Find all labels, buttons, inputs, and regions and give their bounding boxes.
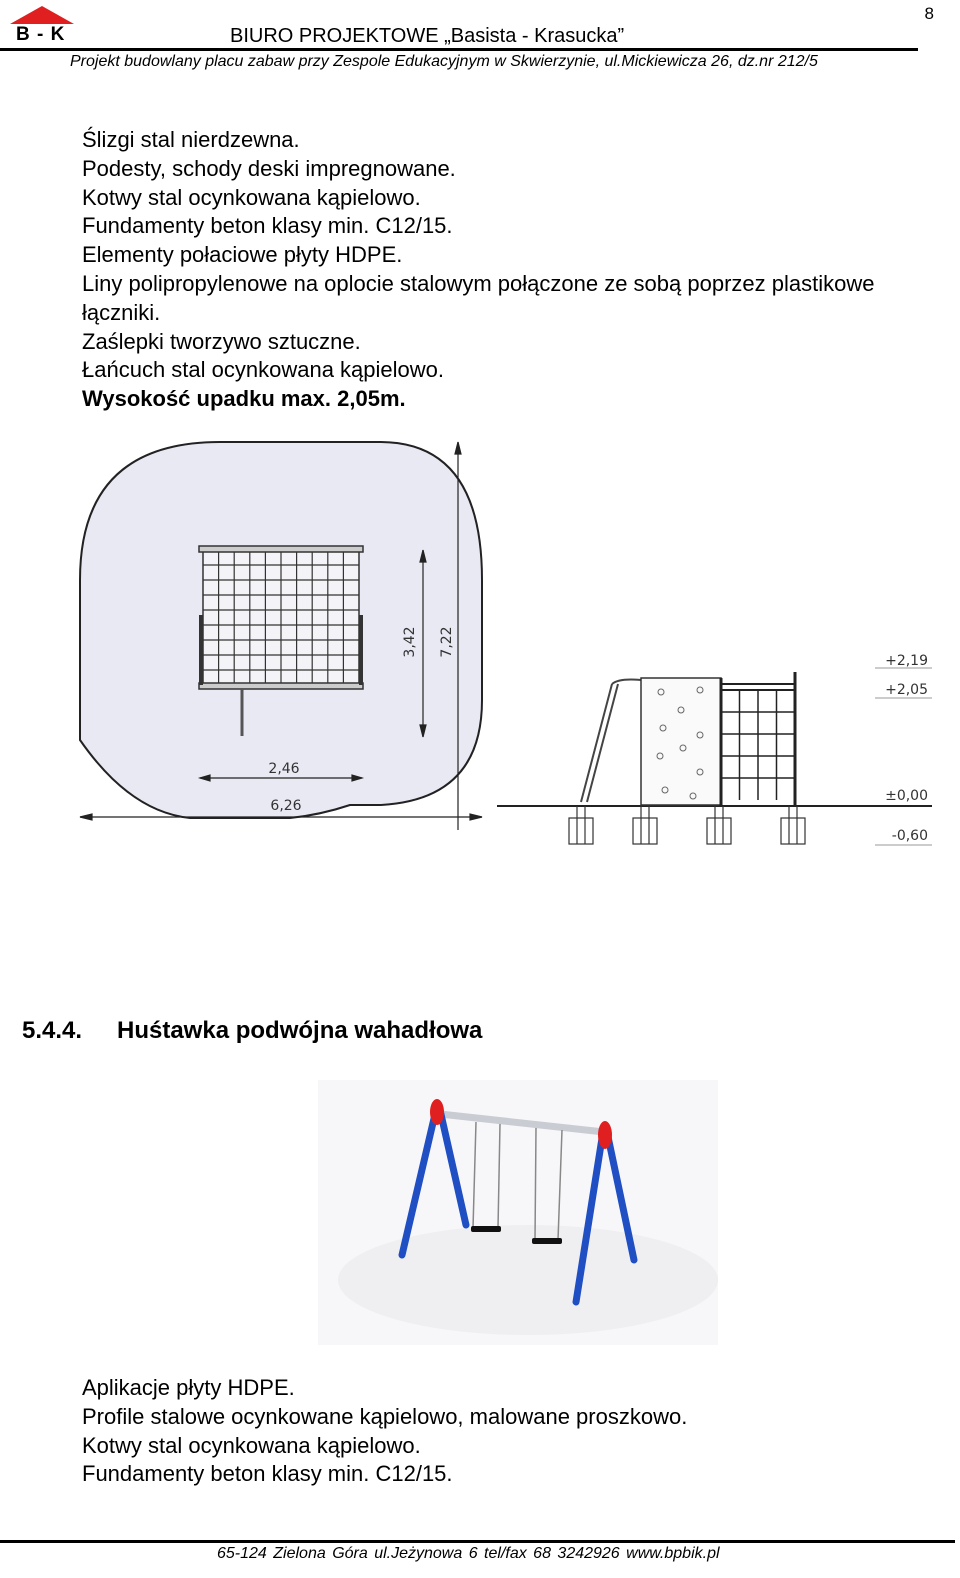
level-top: +2,19 bbox=[885, 653, 928, 669]
foundations bbox=[569, 806, 805, 844]
fall-height: Wysokość upadku max. 2,05m. bbox=[82, 386, 406, 412]
logo-roof-icon bbox=[10, 6, 74, 24]
level-ground: ±0,00 bbox=[885, 788, 928, 804]
dim-label-inner-width: 2,46 bbox=[268, 761, 300, 777]
swing-seat-left bbox=[471, 1226, 501, 1232]
slide bbox=[581, 680, 641, 803]
plan-view-drawing bbox=[70, 440, 490, 830]
spec-item: Elementy połaciowe płyty HDPE. bbox=[82, 242, 403, 268]
spec-item: Liny polipropylenowe na oplocie stalowym połączone ze sobą poprzez plastikowe łączniki. bbox=[82, 270, 875, 325]
top-beam bbox=[440, 1114, 604, 1132]
spec-item: Profile stalowe ocynkowane kąpielowo, malowane proszkowo. bbox=[82, 1403, 688, 1429]
spec-item: Aplikacje płyty HDPE. bbox=[82, 1375, 295, 1400]
section-number: 5.4.4. bbox=[22, 1017, 83, 1044]
section-title: Huśtawka podwójna wahadłowa bbox=[117, 1017, 483, 1044]
dim-label-outer-width: 6,26 bbox=[270, 798, 302, 814]
swing-chains bbox=[473, 1122, 562, 1240]
climbing-wall bbox=[641, 678, 721, 805]
left-red-cap bbox=[430, 1099, 444, 1125]
office-name: BIURO PROJEKTOWE „Basista - Krasucka” bbox=[230, 25, 625, 47]
tower-net bbox=[721, 690, 795, 800]
spec-item: Ślizgi stal nierdzewna. bbox=[82, 127, 300, 152]
logo-text: B - K bbox=[16, 24, 66, 45]
spec-item: Fundamenty beton klasy min. C12/15. bbox=[82, 213, 453, 239]
spec-item: Fundamenty beton klasy min. C12/15. bbox=[82, 1461, 453, 1487]
spec-item: Łańcuch stal ocynkowana kąpielowo. bbox=[82, 357, 445, 383]
swing-spec-list bbox=[82, 1374, 902, 1489]
right-red-cap bbox=[598, 1121, 612, 1149]
dim-label-outer-depth: 7,22 bbox=[439, 626, 455, 658]
page-number: 8 bbox=[924, 4, 934, 23]
elevation-view-drawing bbox=[495, 640, 940, 855]
spec-item: Zaślepki tworzywo sztuczne. bbox=[82, 328, 361, 354]
dim-label-inner-depth: 3,42 bbox=[402, 626, 418, 658]
project-title: Projekt budowlany placu zabaw przy Zespole Edukacyjnym w Skwierzynie, ul.Mickiewicza 26, dz.nr 212/5 bbox=[70, 53, 818, 70]
level-platform: +2,05 bbox=[885, 682, 928, 698]
material-spec-list bbox=[82, 126, 902, 414]
spec-item: Kotwy stal ocynkowana kąpielowo. bbox=[82, 1432, 421, 1458]
level-foundation: -0,60 bbox=[891, 828, 928, 844]
footer-divider bbox=[0, 1540, 955, 1543]
footer-contact: 65-124 Zielona Góra ul.Jeżynowa 6 tel/fax 68 3242926 www.bpbik.pl bbox=[217, 1545, 720, 1562]
swing-illustration bbox=[318, 1080, 718, 1345]
spec-item: Kotwy stal ocynkowana kąpielowo. bbox=[82, 184, 421, 210]
section-heading bbox=[22, 1017, 482, 1045]
header-divider bbox=[0, 48, 918, 51]
spec-item: Podesty, schody deski impregnowane. bbox=[82, 155, 456, 181]
swing-seat-right bbox=[532, 1238, 562, 1244]
